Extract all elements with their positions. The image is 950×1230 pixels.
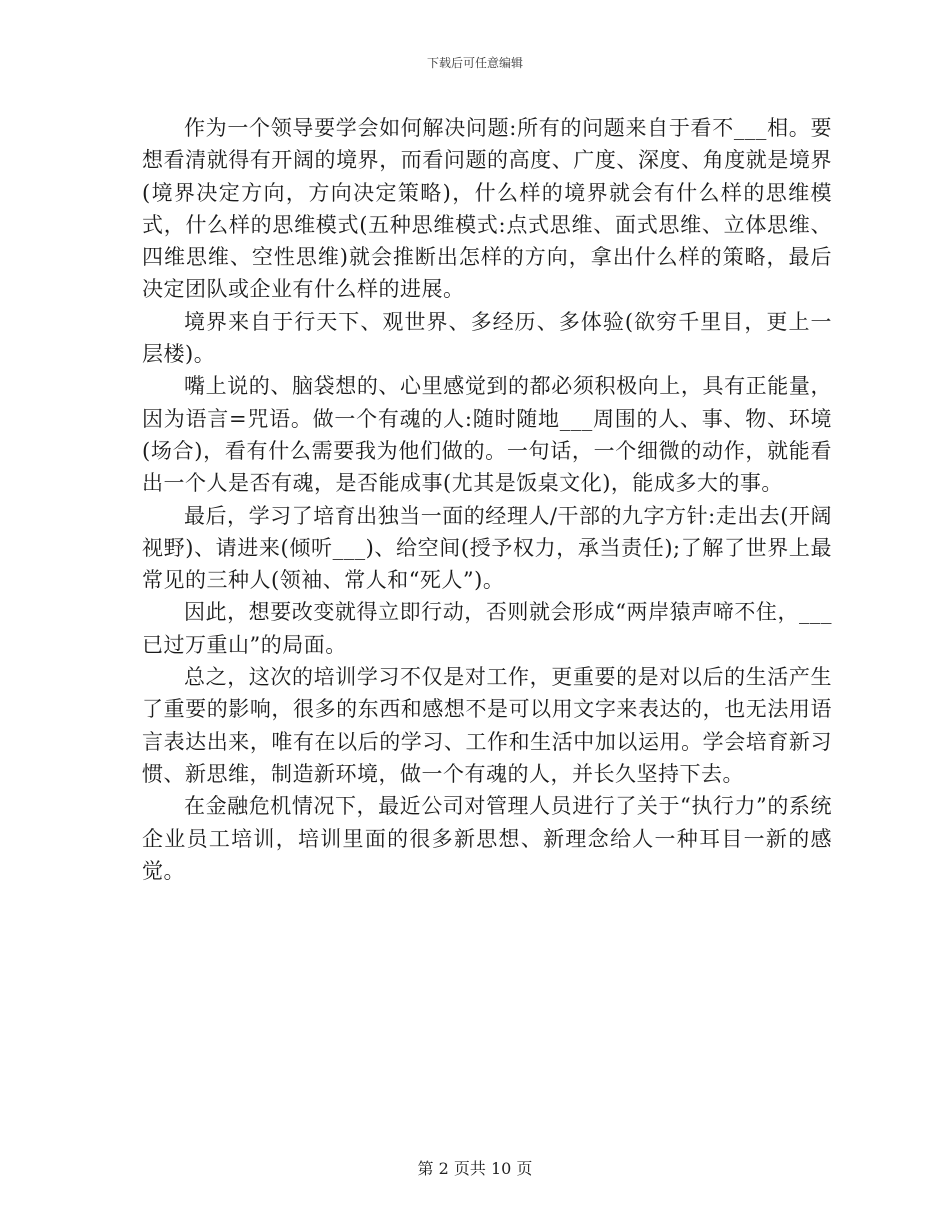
paragraph-7: 在金融危机情况下，最近公司对管理人员进行了关于“执行力”的系统企业员工培训，培训里面的很多新思想、新理念给人一种耳目一新的感觉。: [142, 794, 832, 883]
paragraph-3: 嘴上说的、脑袋想的、心里感觉到的都必须积极向上，具有正能量，因为语言=咒语。做一个有魂的人:随时随地___周围的人、事、物、环境(场合)，看有什么需要我为他们做的。一句话，一个细微的动作，就能看出一个人是否有魂，是否能成事(尤其是饭桌文化)，能成多大的事。: [142, 374, 832, 496]
paragraph-2: 境界来自于行天下、观世界、多经历、多体验(欲穷千里目，更上一层楼)。: [142, 309, 832, 367]
document-body: [142, 112, 832, 887]
paragraph-1: 作为一个领导要学会如何解决问题:所有的问题来自于看不___相。要想看清就得有开阔的境界，而看问题的高度、广度、深度、角度就是境界(境界决定方向，方向决定策略)，什么样的境界就会有什么样的思维模式，什么样的思维模式(五种思维模式:点式思维、面式思维、立体思维、四维思维、空性思维)就会推断出怎样的方向，拿出什么样的策略，最后决定团队或企业有什么样的进展。: [142, 116, 832, 302]
paragraph-6: 总之，这次的培训学习不仅是对工作，更重要的是对以后的生活产生了重要的影响，很多的东西和感想不是可以用文字来表达的，也无法用语言表达出来，唯有在以后的学习、工作和生活中加以运用。学会培育新习惯、新思维，制造新环境，做一个有魂的人，并长久坚持下去。: [142, 665, 832, 786]
paragraph-4: 最后，学习了培育出独当一面的经理人/干部的九字方针:走出去(开阔视野)、请进来(倾听___)、给空间(授予权力，承当责任);了解了世界上最常见的三种人(领袖、常人和“死人”)。: [142, 503, 832, 593]
paragraph-5: 因此，想要改变就得立即行动，否则就会形成“两岸猿声啼不住，___已过万重山”的局面。: [142, 600, 832, 657]
header-note: 下载后可任意编辑: [426, 56, 523, 70]
page-number-footer: 第 2 页共 10 页: [417, 1159, 533, 1178]
